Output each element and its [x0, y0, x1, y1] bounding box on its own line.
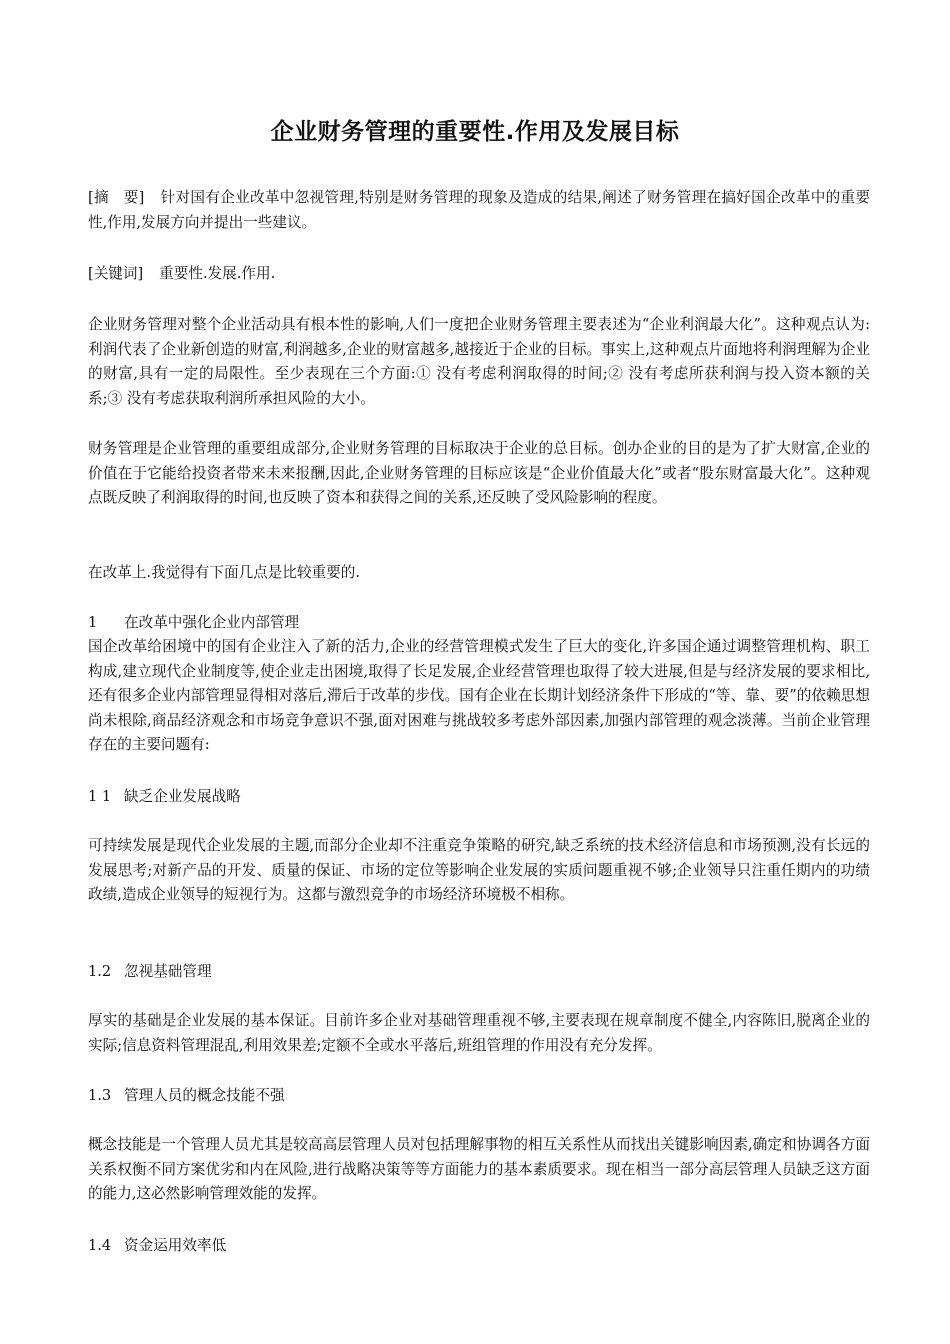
body-paragraph-reform: 在改革上.我觉得有下面几点是比较重要的. [88, 564, 360, 581]
section-1-paragraph: 国企改革给困境中的国有企业注入了新的活力,企业的经营管理模式发生了巨大的变化,许多国企通过调整管理机构、职工构成,建立现代企业制度等,使企业走出困境,取得了长足发展,企业经营管理也取得了较大进展,但是与经济发展的要求相比,还有很多企业内部管理显得相对落后,滞后于改革的步伐。国有企业在长期计划经济条件下形成的“等、靠、要”的依赖思想尚未根除,商品经济观念和市场竞争意识不强,面对困难与挑战较多考虑外部因素,加强内部管理的观念淡薄。当前企业管理存在的主要问题有: [88, 638, 870, 753]
section-title: 在改革中强化企业内部管理 [124, 614, 300, 631]
subsection-title: 资金运用效率低 [124, 1237, 227, 1254]
section-heading-1 [88, 611, 870, 635]
subsection-number: 1 1 [88, 788, 112, 805]
subsection-title: 缺乏企业发展战略 [124, 788, 241, 805]
abstract-text: 针对国有企业改革中忽视管理,特别是财务管理的现象及造成的结果,阐述了财务管理在搞好国企改革中的重要性,作用,发展方向并提出一些建议。 [88, 189, 870, 231]
subsection-number: 1.3 [88, 1087, 112, 1104]
subsection-heading-1-2 [88, 960, 870, 984]
subsection-title: 忽视基础管理 [124, 963, 212, 980]
subsection-number: 1.2 [88, 963, 112, 980]
subsection-heading-1-4 [88, 1234, 870, 1258]
subsection-1-3-paragraph: 概念技能是一个管理人员尤其是较高高层管理人员对包括理解事物的相互关系性从而找出关键影响因素,确定和协调各方面关系权衡不同方案优劣和内在风险,进行战略决策等等方面能力的基本素质要求。现在相当一部分高层管理人员缺乏这方面的能力,这必然影响管理效能的发挥。 [88, 1136, 870, 1202]
subsection-1-2-paragraph: 厚实的基础是企业发展的基本保证。目前许多企业对基础管理重视不够,主要表现在规章制度不健全,内容陈旧,脱离企业的实际;信息资料管理混乱,利用效果差;定额不全或水平落后,班组管理的作用没有充分发挥。 [88, 1012, 870, 1054]
subsection-heading-1-3 [88, 1084, 870, 1108]
subsection-1-1-paragraph: 可持续发展是现代企业发展的主题,而部分企业却不注重竞争策略的研究,缺乏系统的技术经济信息和市场预测,没有长远的发展思考;对新产品的开发、质量的保证、市场的定位等影响企业发展的实质问题重视不够;企业领导只注重任期内的功绩政绩,造成企业领导的短视行为。这都与激烈竞争的市场经济环境极不相称。 [88, 837, 870, 903]
subsection-number: 1.4 [88, 1237, 112, 1254]
section-number: 1 [88, 614, 98, 631]
keywords-paragraph [88, 262, 870, 287]
subsection-title: 管理人员的概念技能不强 [124, 1087, 285, 1104]
keywords-label: [关键词] [88, 265, 144, 282]
body-paragraph-profit: 企业财务管理对整个企业活动具有根本性的影响,人们一度把企业财务管理主要表述为“企业利润最大化”。这种观点认为:利润代表了企业新创造的财富,利润越多,企业的财富越多,越接近于企业的目标。事实上,这种观点片面地将利润理解为企业的财富,具有一定的局限性。至少表现在三个方面:① 没有考虑利润取得的时间;② 没有考虑所获利润与投入资本额的关系;③ 没有考虑获取利润所承担风险的大小。 [88, 316, 870, 407]
keywords-text: 重要性.发展.作用. [159, 265, 276, 282]
body-paragraph-goal: 财务管理是企业管理的重要组成部分,企业财务管理的目标取决于企业的总目标。创办企业的目的是为了扩大财富,企业的价值在于它能给投资者带来未来报酬,因此,企业财务管理的目标应该是“企业价值最大化”或者“股东财富最大化”。这种观点既反映了利润取得的时间,也反映了资本和获得之间的关系,还反映了受风险影响的程度。 [88, 440, 870, 506]
subsection-heading-1-1 [88, 785, 870, 809]
abstract-paragraph [88, 186, 870, 235]
abstract-label: [摘 要] [88, 189, 145, 206]
document-title: 企业财务管理的重要性.作用及发展目标 [270, 119, 680, 145]
